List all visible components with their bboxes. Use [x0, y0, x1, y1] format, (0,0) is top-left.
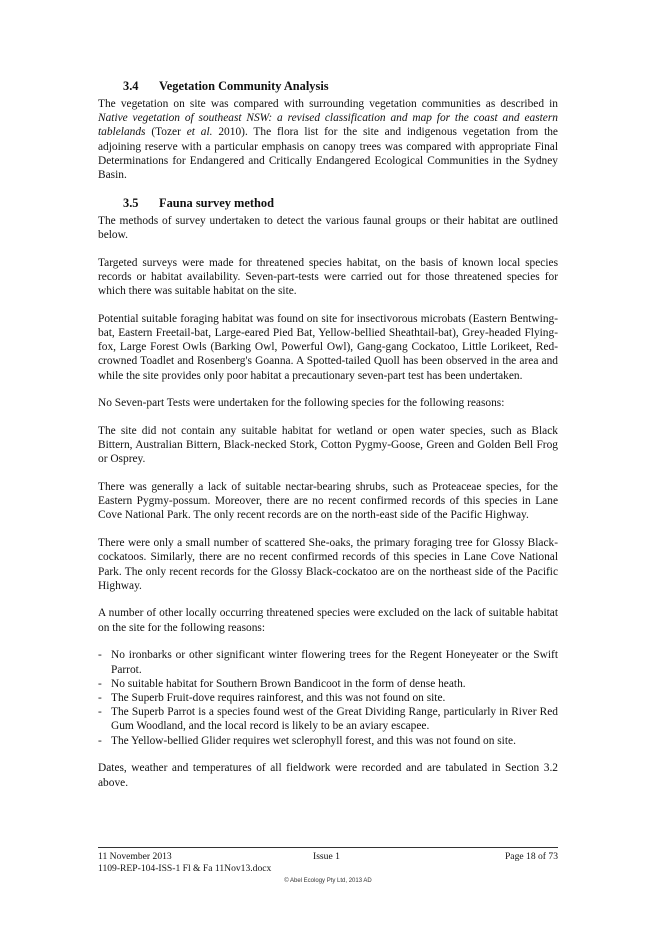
- section-title: Vegetation Community Analysis: [159, 79, 329, 93]
- paragraph: The methods of survey undertaken to detect the various faunal groups or their habitat are outlined below.: [98, 214, 558, 241]
- text-run: 2010). The flora list for the site and indigenous vegetation from the adjoining reserve with a particular emphasis on canopy trees was compared with appropriate Final Determinations for Endangered and Critically Endangered Ecological Communities in the Sydney Basin.: [98, 126, 558, 182]
- exclusion-list: [98, 648, 558, 747]
- paragraph: There were only a small number of scattered She-oaks, the primary foraging tree for Glossy Black-cockatoos. Similarly, there are no recent confirmed records of this species in Lane Cove National Park. The only recent records for the Glossy Black-cockatoo are on the northeast side of the Pacific Highway.: [98, 537, 558, 592]
- text-run: (Tozer: [145, 126, 187, 139]
- paragraph: No Seven-part Tests were undertaken for the following species for the following reasons:: [98, 397, 505, 410]
- footer-row: [98, 851, 558, 863]
- footer-doc-ref: 1109-REP-104-ISS-1 Fl & Fa 11Nov13.docx: [98, 863, 272, 874]
- list-item: - The Superb Parrot is a species found west of the Great Dividing Range, particularly in River Red Gum Woodland, and the local record is likely to be an aviary escapee.: [98, 705, 558, 733]
- paragraph: The site did not contain any suitable habitat for wetland or open water species, such as Black Bittern, Australian Bittern, Black-necked Stork, Cotton Pygmy-Goose, Green and Golden Bell Frog or Osprey.: [98, 424, 558, 466]
- footer-divider: [98, 847, 558, 848]
- section-heading-3-5: [98, 196, 558, 211]
- footer-issue: Issue 1: [313, 851, 340, 862]
- list-item: - The Superb Fruit-dove requires rainforest, and this was not found on site.: [98, 691, 558, 705]
- closing-paragraph: Dates, weather and temperatures of all fieldwork were recorded and are tabulated in Section 3.2 above.: [98, 762, 558, 789]
- footer-date: 11 November 2013: [98, 851, 172, 862]
- page-footer: [98, 851, 558, 875]
- list-item: - The Yellow-bellied Glider requires wet sclerophyll forest, and this was not found on site.: [98, 734, 558, 748]
- text-run: The vegetation on site was compared with surrounding vegetation communities as described in: [98, 98, 558, 110]
- reference-title: Native vegetation of southeast NSW: a revised classification and map for the coast and eastern tablelands: [98, 112, 558, 139]
- list-item: - No suitable habitat for Southern Brown Bandicoot in the form of dense heath.: [98, 677, 558, 691]
- vegetation-paragraph: [98, 97, 558, 182]
- paragraph: A number of other locally occurring threatened species were excluded on the lack of suitable habitat on the site for the following reasons:: [98, 607, 558, 634]
- footer-page-number: Page 18 of 73: [504, 851, 558, 862]
- section-number: 3.5: [123, 195, 139, 210]
- section-title: Fauna survey method: [159, 195, 274, 210]
- section-number: 3.4: [123, 79, 139, 93]
- paragraph: Potential suitable foraging habitat was found on site for insectivorous microbats (Eastern Bentwing-bat, Eastern Freetail-bat, Large-eared Pied Bat, Yellow-bellied Sheathtail-bat), Grey-headed Flying-fox, Large Forest Owls (Barking Owl, Powerful Owl), Gang-gang Cockatoo, Little Lorikeet, Red-crowned Toadlet and Rosenberg's Goanna. A Spotted-tailed Quoll has been observed in the area and while the site provides only poor habitat a precautionary seven-part test has been undertaken.: [98, 312, 558, 382]
- paragraph: There was generally a lack of suitable nectar-bearing shrubs, such as Proteaceae species, for the Eastern Pygmy-possum. Moreover, there are no recent confirmed records of this species in Lane Cove National Park. The only recent records are on the north-east side of the Pacific Highway.: [98, 481, 558, 522]
- footer-row: [98, 863, 558, 875]
- paragraph: Targeted surveys were made for threatened species habitat, on the basis of known local species records or habitat availability. Seven-part-tests were carried out for those threatened species for which there was suitable habitat on the site.: [98, 256, 558, 298]
- et-al: et al.: [186, 126, 213, 139]
- list-item: - No ironbarks or other significant winter flowering trees for the Regent Honeyeater or the Swift Parrot.: [98, 648, 558, 676]
- section-heading-3-4: [98, 79, 558, 94]
- footer-copyright: © Abel Ecology Pty Ltd, 2013 AD: [284, 878, 372, 884]
- page-body: [98, 79, 558, 803]
